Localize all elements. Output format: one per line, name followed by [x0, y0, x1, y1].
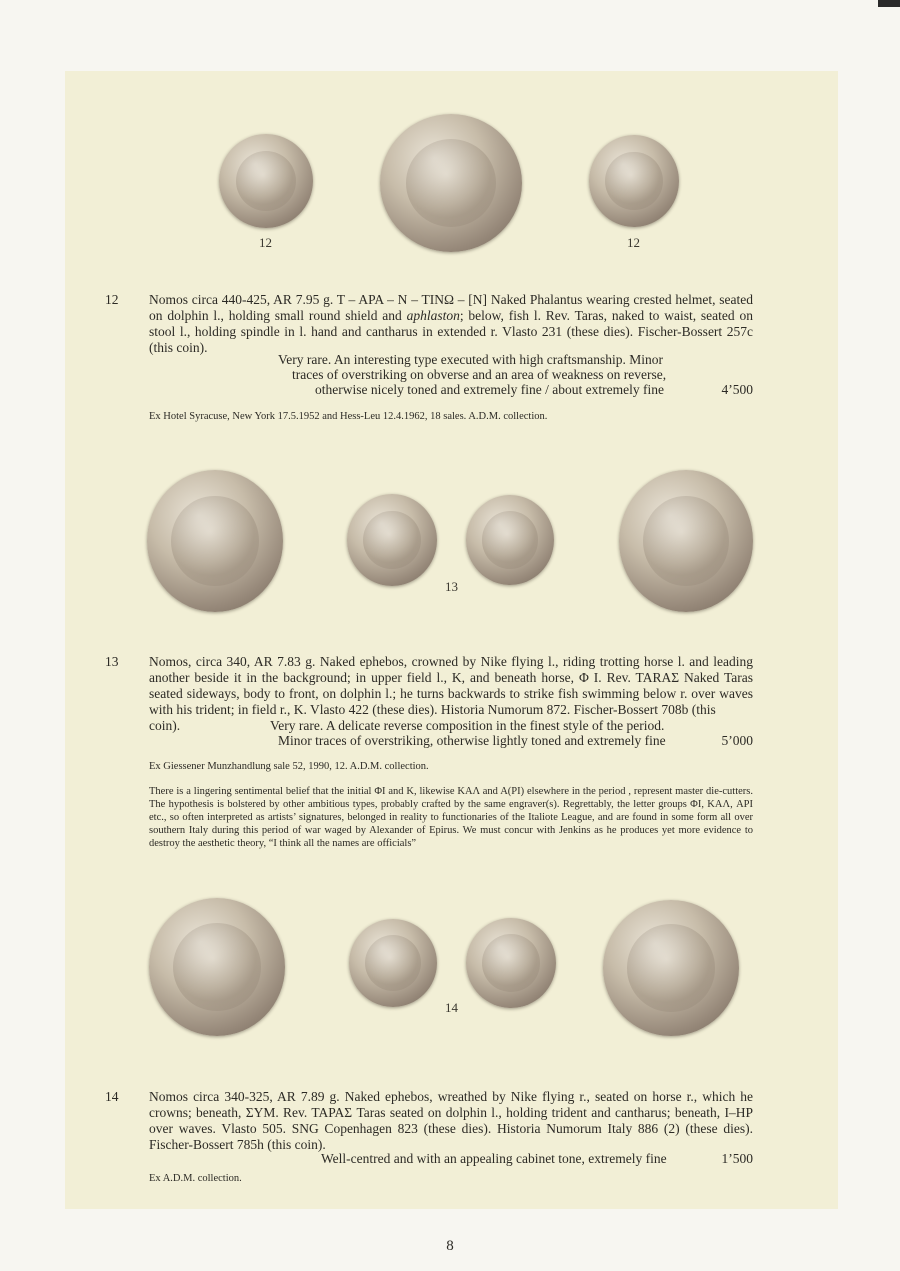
lot-14-price: 1’500: [721, 1151, 753, 1166]
figure-label-14: 14: [445, 1000, 458, 1015]
coin-14-obverse: [349, 919, 437, 1007]
page-number: 8: [446, 1238, 454, 1254]
lot-14-grade-line-1: Well-centred and with an appealing cabinet tone, extremely fine: [321, 1151, 667, 1166]
lot-12-provenance: Ex Hotel Syracuse, New York 17.5.1952 and Hess-Leu 12.4.1962, 18 sales. A.D.M. collection.: [149, 411, 548, 422]
lot-12-grade-line-1: Very rare. An interesting type executed with high craftsmanship. Minor: [278, 352, 664, 367]
lot-number-13: 13: [105, 654, 119, 669]
coin-14-reverse-enlarged: [603, 900, 739, 1036]
catalogue-panel: [65, 71, 838, 1209]
coin-13-obverse-enlarged: [147, 470, 283, 612]
coin-12-obverse-small: [219, 134, 313, 228]
coin-12-reverse: [589, 135, 679, 227]
lot-12-grade-line-3: otherwise nicely toned and extremely fine / about extremely fine: [315, 382, 664, 397]
page-corner-mark: [878, 0, 900, 7]
figure-label-12-left: 12: [259, 235, 272, 250]
lot-14-description: Nomos circa 340-325, AR 7.89 g. Naked ephebos, wreathed by Nike flying r., seated on horse r., which he crowns; beneath, ΣYM. Rev. TAPAΣ Taras seated on dolphin l., holding trident and cantharus; beneath, I–HP over waves. Vlasto 505. SNG Copenhagen 823 (these dies). Historia Numorum Italy 886 (2) (these dies). Fischer-Bossert 785h (this coin).: [149, 1089, 753, 1152]
figure-label-12-right: 12: [627, 235, 640, 250]
lot-14-provenance: Ex A.D.M. collection.: [149, 1173, 242, 1184]
lot-12-price: 4’500: [721, 382, 753, 397]
coin-13-obverse: [347, 494, 437, 586]
lot-13-grade-line-1: Very rare. A delicate reverse composition in the finest style of the period.: [270, 718, 665, 733]
coin-12-obverse-enlarged: [380, 114, 522, 252]
lot-13-price: 5’000: [721, 733, 753, 748]
lot-number-12: 12: [105, 292, 119, 307]
lot-13-commentary: There is a lingering sentimental belief that the initial ΦI and K, likewise KAΛ and A(PI) elsewhere in the period , represent master die-cutters. The hypothesis is bolstered by other ambitious types, probably crafted by the same engraver(s). Regrettably, the letter groups ΦI, KAΛ, API etc., so often interpreted as artists’ signatures, belonged in reality to functionaries of the Italiote League, and are found in some form all over southern Italy during this period of war waged by Alexander of Epirus. We must concur with Jenkins as he produces yet more evidence to destroy the aesthetic theory, “I think all the names are officials”: [149, 786, 753, 849]
coin-13-reverse-enlarged: [619, 470, 753, 612]
lot-12-description: Nomos circa 440-425, AR 7.95 g. T – APA – N – TINΩ – [N] Naked Phalantus wearing crested helmet, seated on dolphin l., holding small round shield and aphlaston; below, fish l. Rev. Taras, naked to waist, seated on stool l., holding spindle in l. hand and cantharus in extended r. Vlasto 231 (these dies). Fischer-Bossert 257c (this coin).: [149, 292, 753, 355]
lot-13-description: Nomos, circa 340, AR 7.83 g. Naked ephebos, crowned by Nike flying l., riding trotting horse l. and leading another beside it in the background; in upper field l., K, and beneath horse, Φ I. Rev. TARAΣ Naked Taras seated sideways, body to front, on dolphin l.; he turns backwards to strike fish swimming below r. over waves with his trident; in field r., K. Vlasto 422 (these dies). Historia Numorum 872. Fischer-Bossert 708b (this: [149, 654, 753, 717]
coin-14-reverse: [466, 918, 556, 1008]
coin-13-reverse: [466, 495, 554, 585]
figure-label-13: 13: [445, 579, 458, 594]
lot-13-provenance: Ex Giessener Munzhandlung sale 52, 1990, 12. A.D.M. collection.: [149, 761, 429, 772]
coin-14-obverse-enlarged: [149, 898, 285, 1036]
lot-number-14: 14: [105, 1089, 119, 1104]
lot-12-grade-line-2: traces of overstriking on obverse and an area of weakness on reverse,: [292, 367, 667, 382]
lot-13-description-last: coin).: [149, 718, 181, 733]
lot-13-grade-line-2: Minor traces of overstriking, otherwise lightly toned and extremely fine: [278, 733, 666, 748]
